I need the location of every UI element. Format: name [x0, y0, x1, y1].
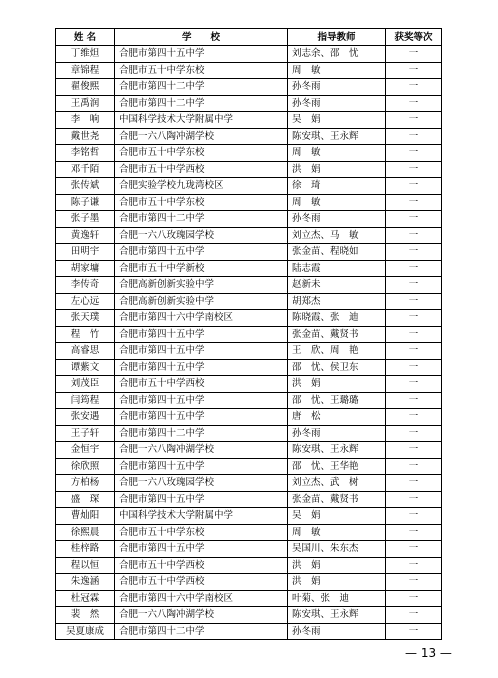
cell-school: 合肥市五十中学新校: [115, 260, 288, 277]
cell-school: 合肥市第四十五中学: [115, 46, 288, 63]
cell-award: 一: [386, 508, 442, 525]
table-row: [56, 310, 442, 327]
cell-teacher: 陈安琪、王永辉: [288, 128, 386, 145]
cell-award: 一: [386, 310, 442, 327]
table-row: [56, 277, 442, 294]
cell-name: 程以恒: [56, 557, 115, 574]
cell-award: 一: [386, 128, 442, 145]
cell-name: 朱逸涵: [56, 574, 115, 591]
cell-name: 张天璞: [56, 310, 115, 327]
cell-name: 曹灿阳: [56, 508, 115, 525]
table-row: [56, 458, 442, 475]
table-row: [56, 46, 442, 63]
cell-teacher: 吴国川、朱东杰: [288, 541, 386, 558]
cell-school: 合肥市第四十五中学: [115, 244, 288, 261]
cell-school: 合肥市第四十五中学: [115, 541, 288, 558]
cell-name: 戴世尧: [56, 128, 115, 145]
cell-award: 一: [386, 326, 442, 343]
cell-teacher: 吴 娟: [288, 508, 386, 525]
cell-name: 王子轩: [56, 425, 115, 442]
cell-award: 一: [386, 79, 442, 96]
cell-teacher: 孙冬雨: [288, 425, 386, 442]
cell-teacher: 周 敏: [288, 524, 386, 541]
cell-award: 一: [386, 112, 442, 129]
cell-award: 一: [386, 293, 442, 310]
cell-name: 徐熙晨: [56, 524, 115, 541]
cell-school: 合肥市第四十二中学: [115, 211, 288, 228]
cell-teacher: 胡郑杰: [288, 293, 386, 310]
cell-award: 一: [386, 574, 442, 591]
cell-teacher: 洪 娟: [288, 574, 386, 591]
cell-name: 张传斌: [56, 178, 115, 195]
table-header-row: [56, 29, 442, 46]
cell-school: 合肥一六八玫瑰园学校: [115, 475, 288, 492]
cell-award: 一: [386, 425, 442, 442]
cell-award: 一: [386, 442, 442, 459]
cell-teacher: 孙冬雨: [288, 95, 386, 112]
cell-teacher: 陈安琪、王永辉: [288, 442, 386, 459]
cell-award: 一: [386, 607, 442, 624]
cell-school: 合肥市第四十六中学南校区: [115, 310, 288, 327]
cell-name: 裴 然: [56, 607, 115, 624]
table-row: [56, 359, 442, 376]
table-row: [56, 194, 442, 211]
cell-award: 一: [386, 557, 442, 574]
cell-school: 合肥实验学校九珑湾校区: [115, 178, 288, 195]
cell-teacher: 赵新未: [288, 277, 386, 294]
cell-teacher: 孙冬雨: [288, 211, 386, 228]
cell-name: 杜冠霖: [56, 590, 115, 607]
cell-name: 桂梓路: [56, 541, 115, 558]
cell-school: 合肥高新创新实验中学: [115, 277, 288, 294]
cell-award: 一: [386, 376, 442, 393]
cell-award: 一: [386, 458, 442, 475]
table-row: [56, 227, 442, 244]
cell-name: 张安遇: [56, 409, 115, 426]
cell-teacher: 邵 忧、王璐璐: [288, 392, 386, 409]
cell-teacher: 张金苗、戴贤书: [288, 491, 386, 508]
table-row: [56, 79, 442, 96]
cell-name: 金恒宇: [56, 442, 115, 459]
cell-school: 合肥市第四十五中学: [115, 491, 288, 508]
cell-school: 合肥市五十中学东校: [115, 145, 288, 162]
cell-school: 合肥市五十中学东校: [115, 62, 288, 79]
cell-award: 一: [386, 392, 442, 409]
cell-teacher: 刘立杰、马 敏: [288, 227, 386, 244]
cell-name: 刘茂臣: [56, 376, 115, 393]
table-row: [56, 557, 442, 574]
table-row: [56, 508, 442, 525]
table-row: [56, 343, 442, 360]
cell-name: 邓千陌: [56, 161, 115, 178]
table-row: [56, 491, 442, 508]
cell-award: 一: [386, 260, 442, 277]
cell-teacher: 邵 忧、侯卫东: [288, 359, 386, 376]
cell-school: 合肥市第四十五中学: [115, 409, 288, 426]
cell-teacher: 洪 娟: [288, 376, 386, 393]
cell-school: 合肥市第四十五中学: [115, 343, 288, 360]
table-row: [56, 62, 442, 79]
cell-teacher: 吴 娟: [288, 112, 386, 129]
cell-teacher: 孙冬雨: [288, 623, 386, 640]
table-row: [56, 95, 442, 112]
cell-name: 盛 琛: [56, 491, 115, 508]
cell-school: 合肥市五十中学东校: [115, 524, 288, 541]
cell-teacher: 王 欣、周 艳: [288, 343, 386, 360]
cell-award: 一: [386, 590, 442, 607]
cell-school: 合肥市第四十五中学: [115, 392, 288, 409]
cell-name: 左心远: [56, 293, 115, 310]
cell-teacher: 邵 忧、王华艳: [288, 458, 386, 475]
cell-award: 一: [386, 145, 442, 162]
header-award: 获奖等次: [386, 29, 442, 46]
cell-teacher: 唐 松: [288, 409, 386, 426]
cell-name: 张子墨: [56, 211, 115, 228]
cell-award: 一: [386, 178, 442, 195]
cell-name: 王禹润: [56, 95, 115, 112]
table-row: [56, 244, 442, 261]
cell-teacher: 陈安琪、王永辉: [288, 607, 386, 624]
cell-name: 李 响: [56, 112, 115, 129]
table-row: [56, 112, 442, 129]
cell-school: 合肥市第四十二中学: [115, 623, 288, 640]
cell-teacher: 洪 娟: [288, 161, 386, 178]
cell-name: 翟俊熙: [56, 79, 115, 96]
cell-school: 合肥市五十中学东校: [115, 194, 288, 211]
cell-school: 合肥一六八玫瑰园学校: [115, 227, 288, 244]
cell-teacher: 陆志霞: [288, 260, 386, 277]
cell-teacher: 陈晓霞、张 迪: [288, 310, 386, 327]
cell-school: 合肥市五十中学西校: [115, 557, 288, 574]
cell-award: 一: [386, 524, 442, 541]
cell-teacher: 刘立杰、武 树: [288, 475, 386, 492]
table-row: [56, 178, 442, 195]
cell-teacher: 刘志余、邵 忧: [288, 46, 386, 63]
cell-name: 黄逸轩: [56, 227, 115, 244]
cell-award: 一: [386, 227, 442, 244]
table-row: [56, 392, 442, 409]
cell-school: 合肥市第四十五中学: [115, 458, 288, 475]
table-row: [56, 260, 442, 277]
cell-school: 合肥市五十中学西校: [115, 161, 288, 178]
table-row: [56, 293, 442, 310]
table-row: [56, 161, 442, 178]
cell-school: 中国科学技术大学附属中学: [115, 112, 288, 129]
cell-school: 合肥一六八陶冲湖学校: [115, 607, 288, 624]
cell-name: 程 竹: [56, 326, 115, 343]
cell-name: 田明宇: [56, 244, 115, 261]
table-row: [56, 590, 442, 607]
table-row: [56, 145, 442, 162]
cell-name: 闫筠程: [56, 392, 115, 409]
cell-award: 一: [386, 475, 442, 492]
cell-school: 合肥市第四十二中学: [115, 425, 288, 442]
table-row: [56, 326, 442, 343]
table-row: [56, 376, 442, 393]
cell-award: 一: [386, 194, 442, 211]
cell-teacher: 孙冬雨: [288, 79, 386, 96]
cell-teacher: 周 敏: [288, 194, 386, 211]
cell-school: 合肥一六八陶冲湖学校: [115, 128, 288, 145]
cell-name: 陈子谦: [56, 194, 115, 211]
cell-school: 合肥市第四十五中学: [115, 359, 288, 376]
table-row: [56, 541, 442, 558]
cell-award: 一: [386, 161, 442, 178]
table-row: [56, 475, 442, 492]
cell-teacher: 周 敏: [288, 145, 386, 162]
cell-name: 章锦程: [56, 62, 115, 79]
cell-award: 一: [386, 277, 442, 294]
cell-award: 一: [386, 343, 442, 360]
cell-school: 合肥市第四十二中学: [115, 95, 288, 112]
cell-award: 一: [386, 541, 442, 558]
cell-name: 李铭哲: [56, 145, 115, 162]
header-school: 学 校: [115, 29, 288, 46]
cell-name: 谭紫文: [56, 359, 115, 376]
cell-award: 一: [386, 359, 442, 376]
header-teacher: 指导教师: [288, 29, 386, 46]
cell-name: 方柏杨: [56, 475, 115, 492]
table-row: [56, 524, 442, 541]
cell-name: 李传奇: [56, 277, 115, 294]
cell-school: 合肥市第四十五中学: [115, 326, 288, 343]
cell-school: 合肥市五十中学西校: [115, 574, 288, 591]
award-table: [55, 28, 442, 640]
table-row: [56, 574, 442, 591]
cell-teacher: 张金苗、程晓如: [288, 244, 386, 261]
cell-award: 一: [386, 46, 442, 63]
table-row: [56, 128, 442, 145]
cell-school: 中国科学技术大学附属中学: [115, 508, 288, 525]
cell-school: 合肥高新创新实验中学: [115, 293, 288, 310]
cell-award: 一: [386, 62, 442, 79]
cell-teacher: 洪 娟: [288, 557, 386, 574]
cell-teacher: 周 敏: [288, 62, 386, 79]
cell-award: 一: [386, 623, 442, 640]
cell-school: 合肥市五十中学西校: [115, 376, 288, 393]
cell-school: 合肥一六八陶冲湖学校: [115, 442, 288, 459]
cell-award: 一: [386, 409, 442, 426]
cell-school: 合肥市第四十二中学: [115, 79, 288, 96]
header-name: 姓 名: [56, 29, 115, 46]
cell-award: 一: [386, 491, 442, 508]
table-row: [56, 442, 442, 459]
table-row: [56, 409, 442, 426]
table-row: [56, 607, 442, 624]
cell-name: 丁维炟: [56, 46, 115, 63]
cell-school: 合肥市第四十六中学南校区: [115, 590, 288, 607]
cell-name: 吴夏康成: [56, 623, 115, 640]
cell-name: 高睿思: [56, 343, 115, 360]
cell-award: 一: [386, 95, 442, 112]
cell-teacher: 叶菊、张 迪: [288, 590, 386, 607]
table-row: [56, 211, 442, 228]
cell-name: 胡家墉: [56, 260, 115, 277]
page-number: — 13 —: [405, 646, 452, 660]
table-row: [56, 425, 442, 442]
cell-teacher: 张金苗、戴贤书: [288, 326, 386, 343]
cell-award: 一: [386, 244, 442, 261]
table-row: [56, 623, 442, 640]
cell-award: 一: [386, 211, 442, 228]
cell-name: 徐欣照: [56, 458, 115, 475]
cell-teacher: 徐 琦: [288, 178, 386, 195]
